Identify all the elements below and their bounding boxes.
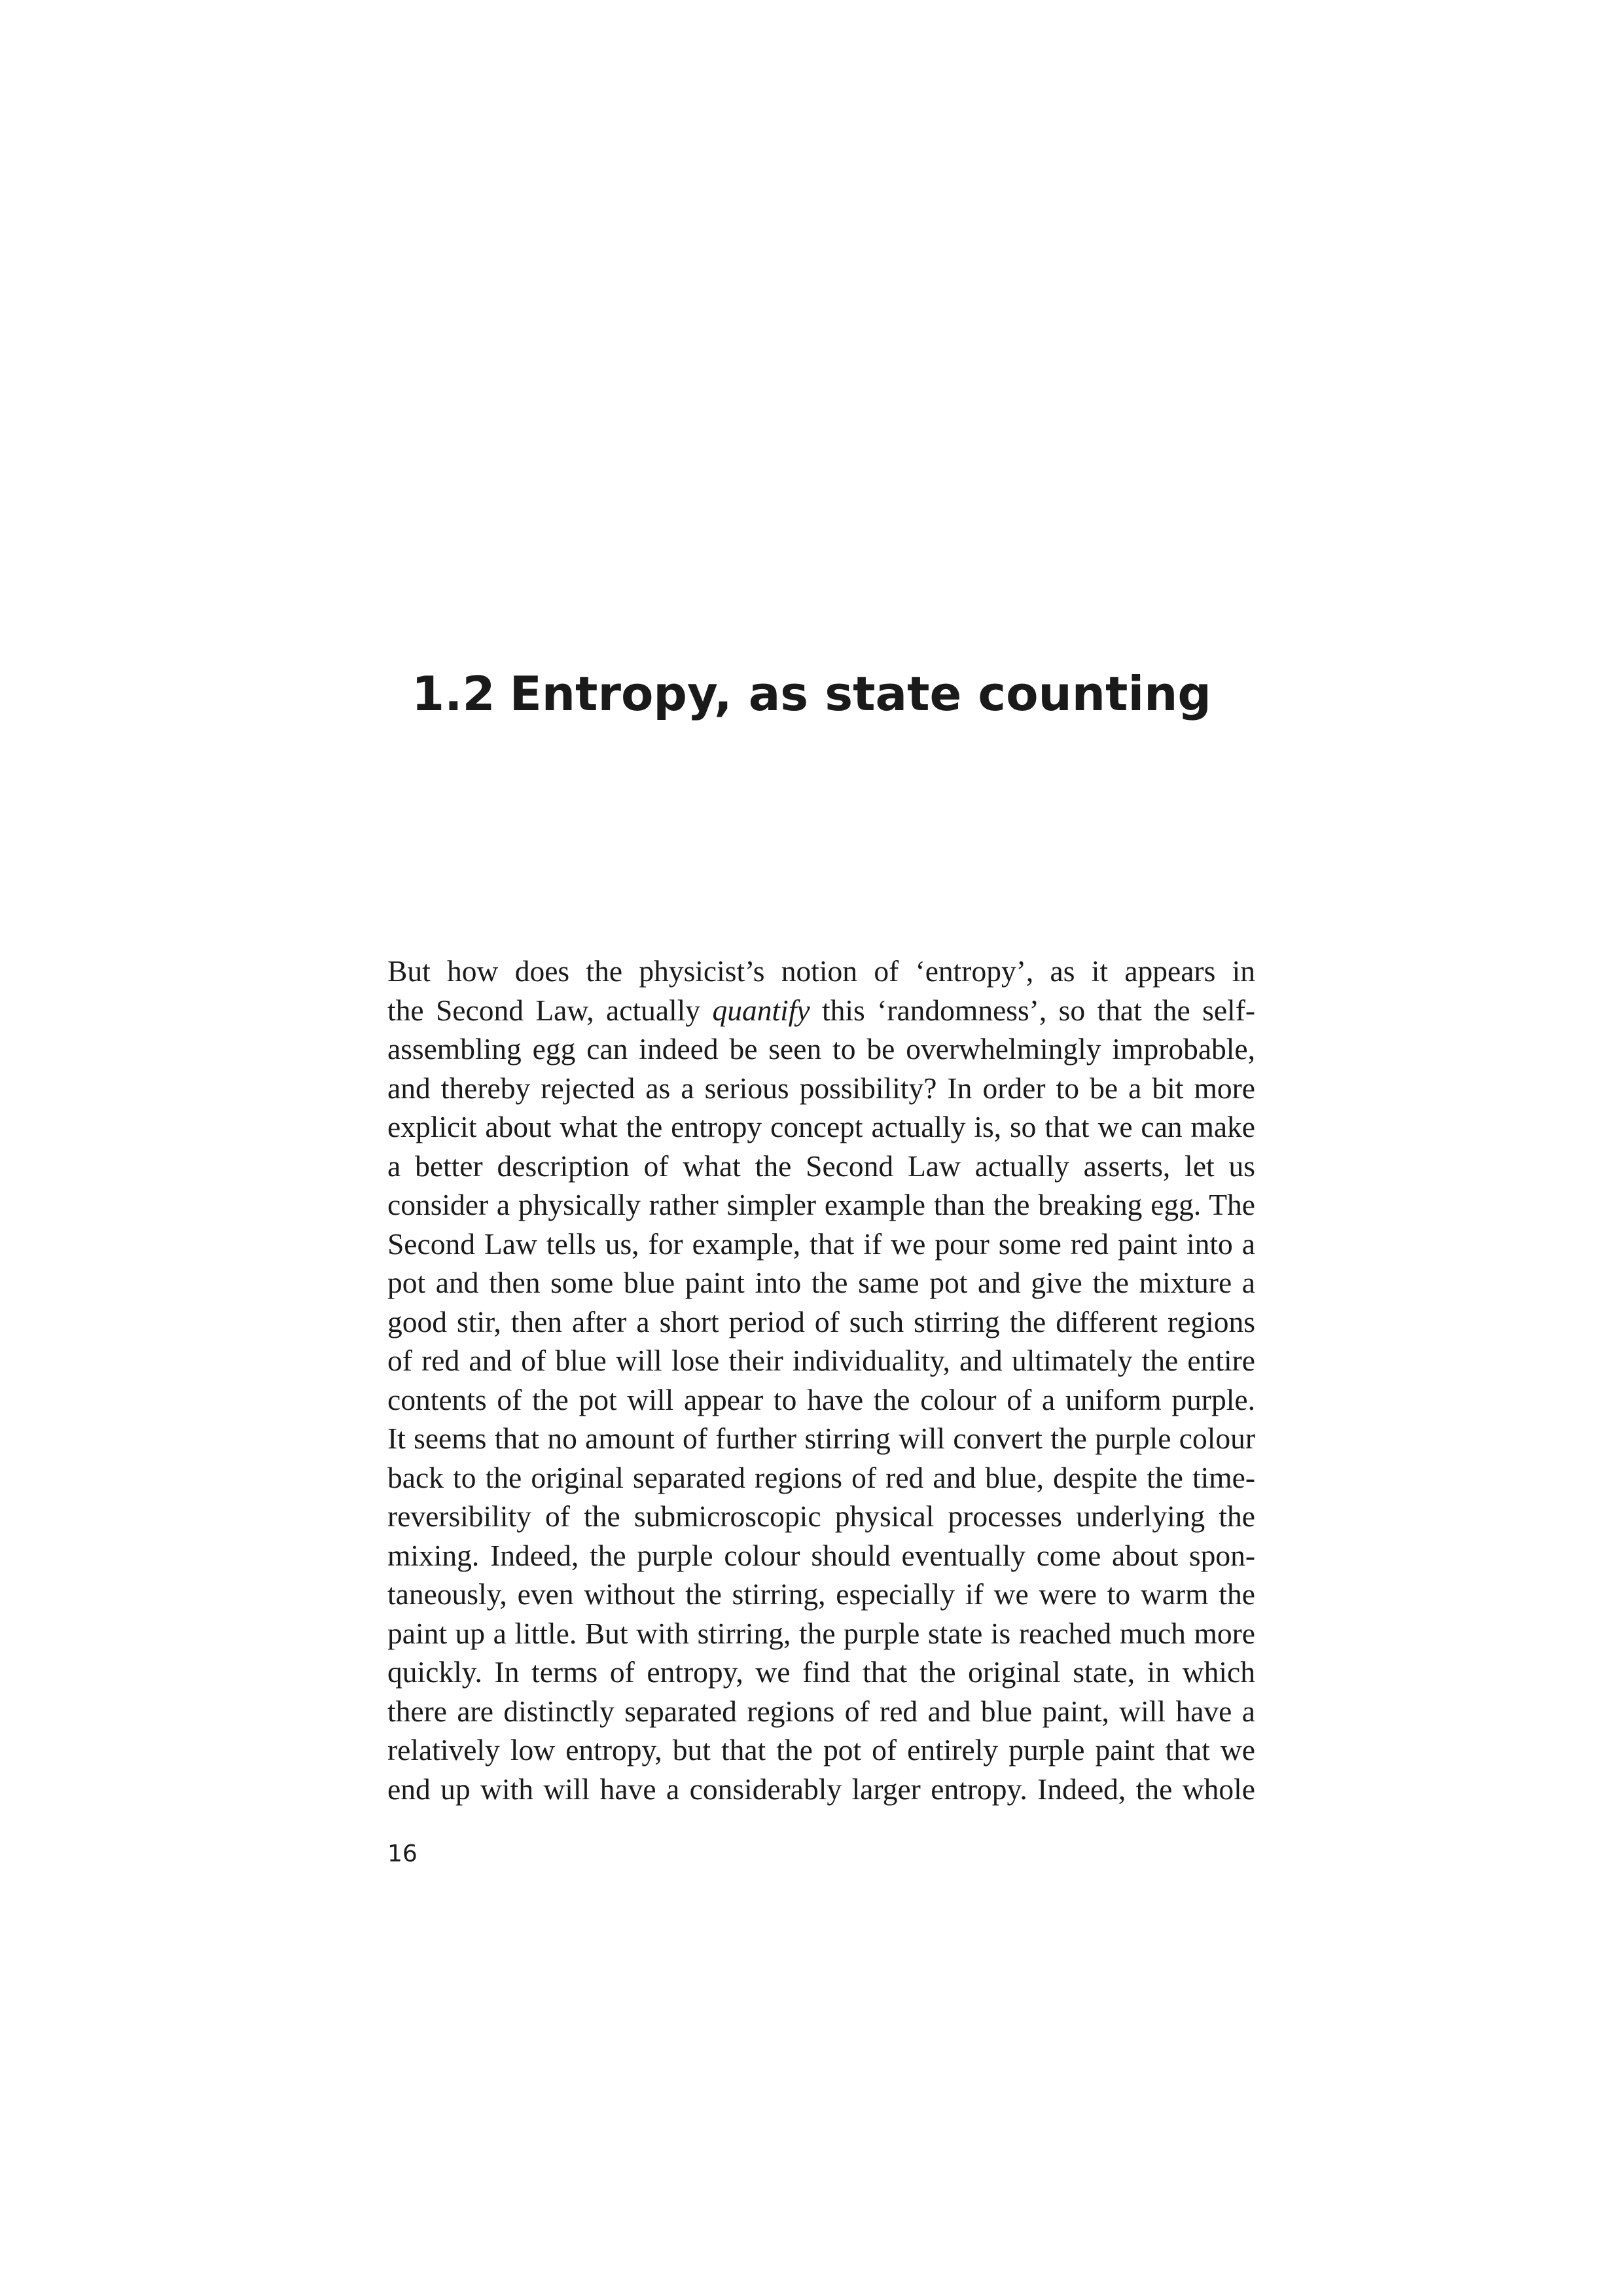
- body-line: end up with will have a considerably larger entropy. Indeed, the whole: [387, 1772, 1255, 1806]
- body-line: assembling egg can indeed be seen to be overwhelmingly improbable,: [387, 1032, 1255, 1066]
- section-title: Entropy, as state counting: [509, 666, 1211, 721]
- body-line: a better description of what the Second Law actually asserts, let us: [387, 1149, 1255, 1183]
- body-line: consider a physically rather simpler example than the breaking egg. The: [387, 1188, 1255, 1221]
- body-line: Second Law tells us, for example, that if we pour some red paint into a: [387, 1227, 1255, 1261]
- section-number: 1.2: [412, 666, 495, 721]
- emphasis-text: quantify: [712, 993, 810, 1027]
- body-line: It seems that no amount of further stirring will convert the purple colour: [387, 1422, 1255, 1455]
- body-line: the Second Law, actually quantify this ‘randomness’, so that the self-: [387, 993, 1255, 1027]
- body-line: and thereby rejected as a serious possibility? In order to be a bit more: [387, 1071, 1255, 1105]
- section-heading: [0, 661, 1623, 726]
- body-line: pot and then some blue paint into the same pot and give the mixture a: [387, 1266, 1255, 1299]
- body-line: back to the original separated regions of red and blue, despite the time-: [387, 1460, 1255, 1494]
- body-line: explicit about what the entropy concept actually is, so that we can make: [387, 1110, 1255, 1143]
- body-line: reversibility of the submicroscopic physical processes underlying the: [387, 1499, 1255, 1533]
- body-line: taneously, even without the stirring, especially if we were to warm the: [387, 1577, 1255, 1611]
- body-line: relatively low entropy, but that the pot of entirely purple paint that we: [387, 1733, 1255, 1767]
- page-number: 16: [387, 1840, 418, 1867]
- body-line: contents of the pot will appear to have the colour of a uniform purple.: [387, 1382, 1255, 1416]
- body-line: But how does the physicist’s notion of ‘entropy’, as it appears in: [387, 954, 1255, 988]
- body-line: good stir, then after a short period of such stirring the different regions: [387, 1304, 1255, 1338]
- body-line: of red and of blue will lose their individuality, and ultimately the entire: [387, 1344, 1255, 1377]
- body-line: quickly. In terms of entropy, we find that the original state, in which: [387, 1655, 1255, 1689]
- body-line: mixing. Indeed, the purple colour should eventually come about spon-: [387, 1538, 1255, 1572]
- body-line: paint up a little. But with stirring, the purple state is reached much more: [387, 1616, 1255, 1650]
- body-line: there are distinctly separated regions of red and blue paint, will have a: [387, 1694, 1255, 1728]
- body-paragraph: [387, 952, 1255, 1808]
